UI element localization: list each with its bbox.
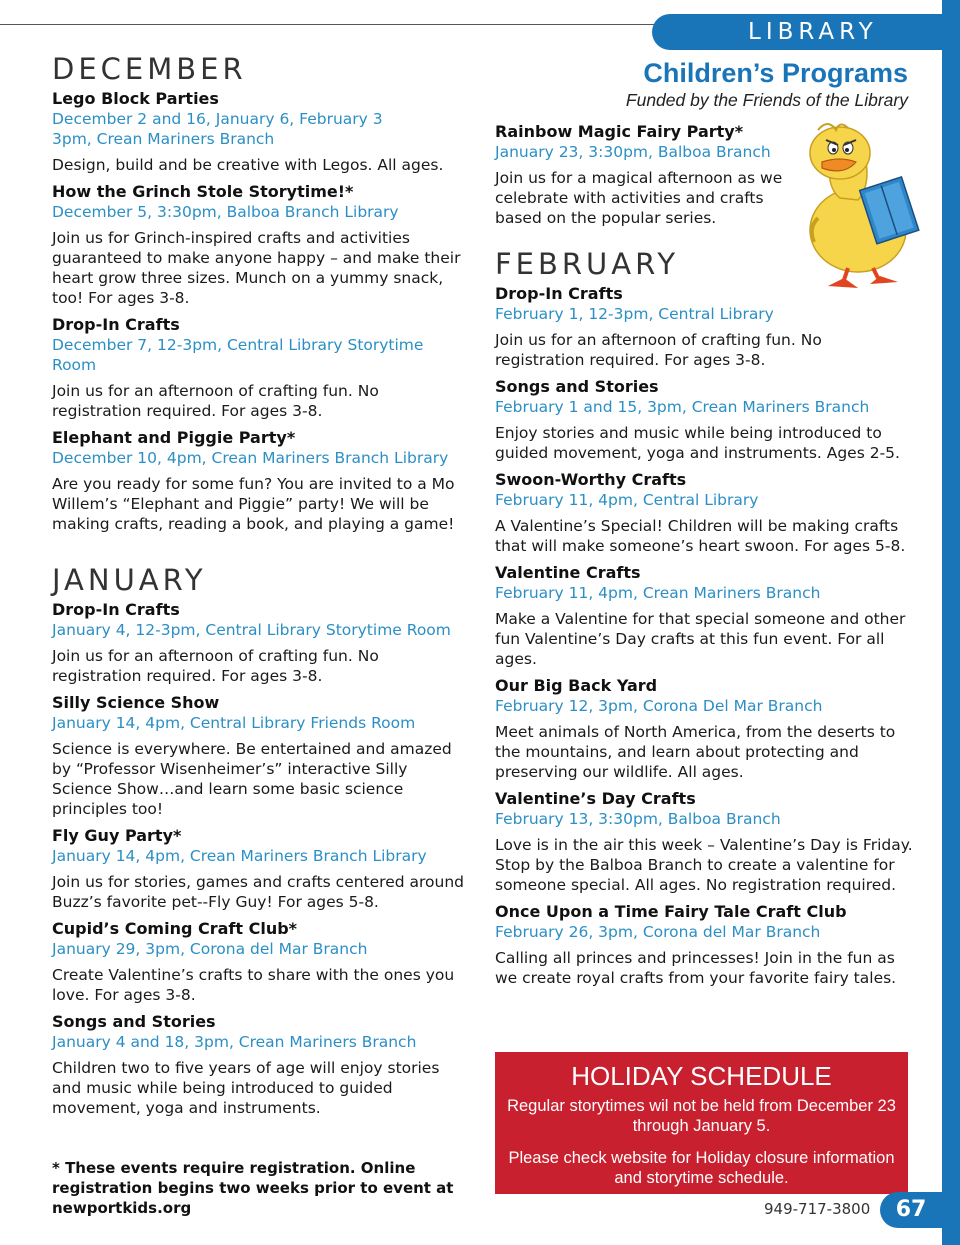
event-item	[52, 919, 472, 1005]
event-when: January 29, 3pm, Corona del Mar Branch	[52, 940, 368, 958]
event-when: January 14, 4pm, Central Library Friends Room	[52, 714, 416, 732]
event-when: February 12, 3pm, Corona Del Mar Branch	[495, 697, 823, 715]
event-item	[52, 1012, 472, 1118]
event-when: February 11, 4pm, Central Library	[495, 491, 759, 509]
event-description: Join us for Grinch-inspired crafts and activities guaranteed to make anyone happy – and make their heart grow three sizes. Munch on a yummy snack, too! For ages 3-8.	[52, 229, 461, 307]
event-item	[495, 676, 915, 782]
event-description: Children two to five years of age will enjoy stories and music while being introduced to guided movement, yoga and instruments.	[52, 1059, 440, 1117]
event-rainbow-magic	[495, 122, 785, 228]
event-description: Love is in the air this week – Valentine’s Day is Friday. Stop by the Balboa Branch to create a valentine for someone special. All ages. No registration required.	[495, 836, 913, 894]
holiday-schedule-box	[495, 1052, 908, 1194]
event-description: Calling all princes and princesses! Join in the fun as we create royal crafts from your favorite fairy tales.	[495, 949, 897, 987]
month-heading-january: JANUARY	[52, 563, 207, 597]
event-when: January 14, 4pm, Crean Mariners Branch Library	[52, 847, 427, 865]
right-column	[495, 122, 915, 995]
event-when: January 23, 3:30pm, Balboa Branch	[495, 143, 771, 161]
event-description: Join us for an afternoon of crafting fun. No registration required. For ages 3-8.	[495, 331, 822, 369]
event-description: Join us for an afternoon of crafting fun. No registration required. For ages 3-8.	[52, 382, 379, 420]
phone-number: 949-717-3800	[764, 1200, 871, 1218]
event-when: December 5, 3:30pm, Balboa Branch Library	[52, 203, 399, 221]
event-description: Are you ready for some fun? You are invited to a Mo Willem’s “Elephant and Piggie” party! We will be making crafts, reading a book, and playing a game!	[52, 475, 455, 533]
event-when: December 10, 4pm, Crean Mariners Branch Library	[52, 449, 449, 467]
event-title: Elephant and Piggie Party*	[52, 428, 296, 447]
event-description: A Valentine’s Special! Children will be making crafts that will make someone’s heart swoon. For ages 5-8.	[495, 517, 906, 555]
event-title: Songs and Stories	[52, 1012, 216, 1031]
left-column	[52, 52, 472, 1125]
event-description: Make a Valentine for that special someone and other fun Valentine’s Day crafts at this fun event. For all ages.	[495, 610, 906, 668]
event-item	[495, 789, 915, 895]
event-item	[52, 600, 472, 686]
event-description: Join us for a magical afternoon as we celebrate with activities and crafts based on the popular series.	[495, 169, 783, 227]
event-when: December 2 and 16, January 6, February 3 3pm, Crean Mariners Branch	[52, 110, 383, 148]
month-heading-february: FEBRUARY	[495, 247, 680, 281]
section-tab	[652, 14, 942, 50]
event-description: Design, build and be creative with Legos. All ages.	[52, 156, 444, 174]
top-rule	[0, 24, 700, 25]
event-title: Drop-In Crafts	[495, 284, 623, 303]
month-heading-december: DECEMBER	[52, 52, 247, 86]
event-title: How the Grinch Stole Storytime!*	[52, 182, 354, 201]
event-item	[52, 89, 472, 175]
holiday-title: HOLIDAY SCHEDULE	[571, 1061, 832, 1091]
event-title: Swoon-Worthy Crafts	[495, 470, 687, 489]
event-item	[495, 563, 915, 669]
holiday-line-1: Regular storytimes wil not be held from December 23 through January 5.	[507, 1097, 896, 1135]
registration-footnote: * These events require registration. Online registration begins two weeks prior to event at newportkids.org	[52, 1159, 454, 1217]
event-title: Drop-In Crafts	[52, 600, 180, 619]
event-when: February 26, 3pm, Corona del Mar Branch	[495, 923, 821, 941]
event-description: Enjoy stories and music while being introduced to guided movement, yoga and instruments. Ages 2-5.	[495, 424, 900, 462]
event-title: Songs and Stories	[495, 377, 659, 396]
event-when: February 1, 12-3pm, Central Library	[495, 305, 774, 323]
event-item	[52, 428, 472, 534]
event-when: December 7, 12-3pm, Central Library Storytime Room	[52, 336, 424, 374]
event-item	[495, 377, 915, 463]
page-subtitle: Funded by the Friends of the Library	[625, 90, 908, 110]
event-description: Meet animals of North America, from the deserts to the mountains, and learn about protecting and preserving our wildlife. All ages.	[495, 723, 896, 781]
event-title: Our Big Back Yard	[495, 676, 658, 695]
event-title: Valentine’s Day Crafts	[495, 789, 696, 808]
right-edge-bar	[942, 0, 960, 1245]
page-title: Children’s Programs	[643, 58, 908, 88]
event-when: February 13, 3:30pm, Balboa Branch	[495, 810, 781, 828]
event-title: Valentine Crafts	[495, 563, 641, 582]
section-tab-label: LIBRARY	[748, 19, 878, 45]
event-description: Science is everywhere. Be entertained and amazed by “Professor Wisenheimer’s” interactive Silly Science Show…and learn some basic science principles too!	[52, 740, 452, 818]
event-item	[495, 470, 915, 556]
event-title: Rainbow Magic Fairy Party*	[495, 122, 744, 141]
event-item	[52, 693, 472, 819]
event-when: January 4 and 18, 3pm, Crean Mariners Branch	[52, 1033, 417, 1051]
event-item	[495, 902, 915, 988]
event-item	[52, 826, 472, 912]
event-description: Join us for an afternoon of crafting fun. No registration required. For ages 3-8.	[52, 647, 379, 685]
event-title: Once Upon a Time Fairy Tale Craft Club	[495, 902, 847, 921]
event-item	[52, 182, 472, 308]
event-when: February 11, 4pm, Crean Mariners Branch	[495, 584, 821, 602]
event-title: Drop-In Crafts	[52, 315, 180, 334]
page-number: 67	[880, 1192, 942, 1228]
event-item	[52, 315, 472, 421]
event-item	[495, 284, 915, 370]
event-title: Lego Block Parties	[52, 89, 219, 108]
event-title: Silly Science Show	[52, 693, 220, 712]
event-description: Create Valentine’s crafts to share with the ones you love. For ages 3-8.	[52, 966, 455, 1004]
event-description: Join us for stories, games and crafts centered around Buzz’s favorite pet--Fly Guy! For ages 5-8.	[52, 873, 465, 911]
event-title: Fly Guy Party*	[52, 826, 182, 845]
holiday-line-2: Please check website for Holiday closure information and storytime schedule.	[508, 1149, 895, 1187]
event-when: February 1 and 15, 3pm, Crean Mariners Branch	[495, 398, 870, 416]
event-when: January 4, 12-3pm, Central Library Storytime Room	[52, 621, 451, 639]
event-title: Cupid’s Coming Craft Club*	[52, 919, 298, 938]
